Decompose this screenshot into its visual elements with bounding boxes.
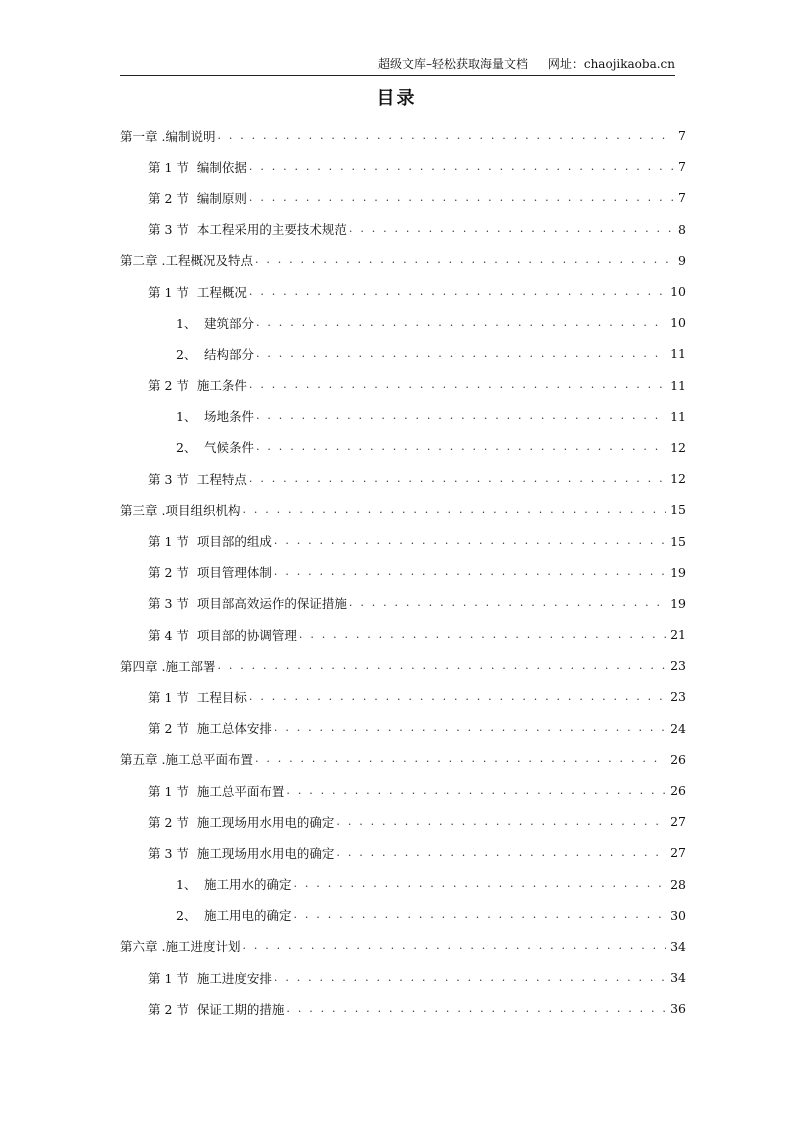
- toc-entry-number: 1、: [176, 315, 197, 331]
- toc-entry-page: 34: [670, 938, 686, 954]
- toc-entry-number: 第 2 节: [148, 721, 189, 737]
- dot-leader: [299, 628, 666, 642]
- toc-entry-label: [120, 688, 249, 706]
- toc-entry[interactable]: [120, 494, 686, 525]
- toc-entry-text: 施工总体安排: [196, 721, 272, 737]
- toc-entry-page: 27: [670, 814, 686, 830]
- header-url: 网址：chaojikaoba.cn: [547, 57, 675, 71]
- toc-entry-page: 7: [678, 190, 686, 206]
- toc-entry[interactable]: [120, 245, 686, 276]
- toc-entry-text: 工程特点: [196, 471, 247, 487]
- toc-entry[interactable]: [120, 151, 686, 182]
- toc-entry-page: 36: [670, 1001, 686, 1017]
- toc-entry-number: 第 3 节: [148, 596, 189, 612]
- page-header: [120, 55, 675, 76]
- dot-leader: [249, 378, 666, 392]
- toc-entry-text: 施工现场用水用电的确定: [196, 814, 335, 830]
- dot-leader: [286, 784, 666, 798]
- header-site-name: 超级文库–轻松获取海量文档: [378, 57, 529, 71]
- toc-entry-text: 施工进度安排: [196, 970, 272, 986]
- toc-entry-page: 7: [678, 159, 686, 175]
- toc-entry-page: 27: [670, 845, 686, 861]
- toc-entry-text: 施工总平面布置: [196, 783, 285, 799]
- toc-entry-text: 气候条件: [204, 440, 255, 456]
- dot-leader: [249, 690, 666, 704]
- toc-entry[interactable]: [120, 681, 686, 712]
- toc-entry-label: [120, 969, 274, 987]
- toc-entry-page: 30: [670, 907, 686, 923]
- toc-entry-page: 23: [670, 658, 686, 674]
- dot-leader: [274, 565, 666, 579]
- toc-entry-number: 第 1 节: [148, 970, 189, 986]
- dot-leader: [256, 347, 666, 361]
- toc-entry-number: 第 3 节: [148, 222, 189, 238]
- toc-entry-label: [120, 407, 256, 425]
- dot-leader: [286, 1002, 666, 1016]
- toc-title: 目录: [376, 88, 417, 109]
- toc-entry-page: 11: [670, 346, 686, 362]
- dot-leader: [255, 253, 674, 267]
- toc-entry-label: [120, 127, 217, 145]
- toc-entry-text: 场地条件: [204, 409, 255, 425]
- toc-entry-text: 施工用水的确定: [204, 877, 292, 893]
- toc-entry[interactable]: [120, 432, 686, 463]
- dot-leader: [336, 815, 666, 829]
- toc-entry-number: 第 4 节: [148, 627, 189, 643]
- toc-entry-number: 2、: [176, 346, 197, 362]
- toc-entry-page: 15: [670, 533, 686, 549]
- toc-entry-label: [120, 251, 255, 269]
- toc-entry-number: 第一章: [120, 128, 158, 144]
- toc-entry-number: 第 2 节: [148, 378, 189, 394]
- dot-leader: [294, 877, 667, 891]
- toc-entry-label: [120, 438, 256, 456]
- toc-entry-page: 21: [670, 627, 686, 643]
- toc-entry-page: 26: [670, 751, 686, 767]
- toc-entry-text: 项目部高效运作的保证措施: [196, 596, 347, 612]
- toc-entry-label: [120, 283, 249, 301]
- toc-entry-label: [120, 470, 249, 488]
- toc-entry-label: [120, 813, 336, 831]
- dot-leader: [256, 409, 666, 423]
- toc-entry-label: [120, 626, 299, 644]
- toc-entry-label: [120, 158, 249, 176]
- toc-entry-number: 第五章: [120, 752, 158, 768]
- toc-entry-number: 第 1 节: [148, 534, 189, 550]
- toc-entry-page: 34: [670, 970, 686, 986]
- dot-leader: [274, 971, 666, 985]
- toc-entry-page: 23: [670, 689, 686, 705]
- dot-leader: [242, 939, 666, 953]
- toc-entry-text: 编制原则: [196, 190, 247, 206]
- dot-leader: [274, 721, 666, 735]
- toc-entry-label: [120, 345, 256, 363]
- toc-entry-text: 项目部的组成: [196, 534, 272, 550]
- dot-leader: [349, 222, 674, 236]
- toc-entry-page: 8: [678, 221, 686, 237]
- toc-entry-label: [120, 314, 256, 332]
- toc-entry-label: [120, 563, 274, 581]
- toc-entry[interactable]: [120, 775, 686, 806]
- toc-entry-page: 15: [670, 502, 686, 518]
- toc-entry[interactable]: [120, 370, 686, 401]
- toc-entry-number: 第 1 节: [148, 159, 189, 175]
- toc-entry-number: 第 2 节: [148, 565, 189, 581]
- toc-entry-number: 第 1 节: [148, 783, 189, 799]
- toc-entry[interactable]: [120, 557, 686, 588]
- toc-entry-label: [120, 220, 349, 238]
- toc-entry[interactable]: [120, 993, 686, 1024]
- toc-entry-label: [120, 782, 286, 800]
- toc-entry[interactable]: [120, 619, 686, 650]
- toc-entry-page: 10: [670, 284, 686, 300]
- toc-entry-text: .工程概况及特点: [157, 253, 253, 269]
- toc-entry-label: [120, 750, 255, 768]
- dot-leader: [294, 908, 667, 922]
- dot-leader: [255, 752, 666, 766]
- toc-entry-label: [120, 657, 217, 675]
- toc-entry-page: 12: [670, 439, 686, 455]
- toc-entry-text: 结构部分: [204, 346, 255, 362]
- dot-leader: [249, 285, 666, 299]
- toc-entry-text: 本工程采用的主要技术规范: [196, 222, 347, 238]
- toc-entry-label: [120, 906, 294, 924]
- toc-entry[interactable]: [120, 588, 686, 619]
- toc-entry-label: [120, 189, 249, 207]
- toc-entry[interactable]: [120, 744, 686, 775]
- toc-entry[interactable]: [120, 338, 686, 369]
- dot-leader: [256, 440, 666, 454]
- toc-entry[interactable]: [120, 182, 686, 213]
- toc-entry-page: 9: [678, 252, 686, 268]
- toc-entry[interactable]: [120, 931, 686, 962]
- toc-entry-page: 7: [678, 128, 686, 144]
- toc-entry-label: [120, 501, 242, 519]
- toc-entry[interactable]: [120, 962, 686, 993]
- dot-leader: [256, 316, 666, 330]
- toc-entry-number: 2、: [176, 440, 197, 456]
- toc-entry-text: 项目部的协调管理: [196, 627, 297, 643]
- toc-entry-number: 第三章: [120, 502, 158, 518]
- toc-entry[interactable]: [120, 401, 686, 432]
- toc-entry-number: 1、: [176, 409, 197, 425]
- toc-entry-page: 28: [670, 876, 686, 892]
- toc-entry[interactable]: [120, 650, 686, 681]
- dot-leader: [336, 846, 666, 860]
- toc-entry-number: 第六章: [120, 939, 158, 955]
- toc-entry-text: .项目组织机构: [157, 502, 241, 518]
- toc-entry-label: [120, 376, 249, 394]
- toc-entry[interactable]: [120, 463, 686, 494]
- toc-entry-text: 工程概况: [196, 284, 247, 300]
- toc-entry[interactable]: [120, 276, 686, 307]
- toc-entry-label: [120, 937, 242, 955]
- toc-entry-text: 施工条件: [196, 378, 247, 394]
- dot-leader: [242, 503, 666, 517]
- toc-entry-label: [120, 844, 336, 862]
- toc-entry-page: 12: [670, 471, 686, 487]
- toc-entry-number: 第 1 节: [148, 284, 189, 300]
- toc-entry-text: .施工部署: [157, 658, 216, 674]
- toc-entry-page: 26: [670, 783, 686, 799]
- toc-entry-label: [120, 594, 349, 612]
- toc-entry-text: .施工进度计划: [157, 939, 241, 955]
- toc-entry-number: 1、: [176, 877, 197, 893]
- toc-entry-page: 11: [670, 408, 686, 424]
- toc-entry-page: 24: [670, 720, 686, 736]
- toc-entry-number: 第四章: [120, 658, 158, 674]
- toc-entry-text: 建筑部分: [204, 315, 255, 331]
- toc-entry-page: 19: [670, 595, 686, 611]
- toc-entry-text: 施工用电的确定: [204, 908, 292, 924]
- toc-entry-label: [120, 719, 274, 737]
- toc-entry-page: 19: [670, 564, 686, 580]
- toc-entry[interactable]: [120, 307, 686, 338]
- toc-entry-page: 10: [670, 315, 686, 331]
- table-of-contents: [120, 120, 686, 1024]
- toc-entry-label: [120, 1000, 286, 1018]
- toc-entry-text: 项目管理体制: [196, 565, 272, 581]
- toc-entry[interactable]: [120, 806, 686, 837]
- toc-entry-label: [120, 532, 274, 550]
- toc-entry-text: 工程目标: [196, 689, 247, 705]
- toc-entry-number: 第 2 节: [148, 814, 189, 830]
- toc-entry-text: 施工现场用水用电的确定: [196, 845, 335, 861]
- toc-entry[interactable]: [120, 869, 686, 900]
- toc-entry[interactable]: [120, 214, 686, 245]
- toc-entry[interactable]: [120, 837, 686, 868]
- toc-entry-number: 2、: [176, 908, 197, 924]
- toc-entry-text: .施工总平面布置: [157, 752, 253, 768]
- toc-entry[interactable]: [120, 120, 686, 151]
- toc-entry[interactable]: [120, 900, 686, 931]
- dot-leader: [217, 129, 674, 143]
- dot-leader: [249, 472, 666, 486]
- toc-entry-label: [120, 875, 294, 893]
- toc-entry-number: 第 3 节: [148, 471, 189, 487]
- toc-entry-number: 第 2 节: [148, 1001, 189, 1017]
- dot-leader: [349, 596, 666, 610]
- toc-entry-number: 第 2 节: [148, 190, 189, 206]
- dot-leader: [274, 534, 666, 548]
- toc-entry-number: 第二章: [120, 253, 158, 269]
- toc-entry-text: 保证工期的措施: [196, 1001, 285, 1017]
- dot-leader: [249, 160, 674, 174]
- dot-leader: [217, 659, 666, 673]
- toc-entry-page: 11: [670, 377, 686, 393]
- toc-entry[interactable]: [120, 525, 686, 556]
- toc-entry[interactable]: [120, 713, 686, 744]
- toc-entry-number: 第 1 节: [148, 689, 189, 705]
- toc-entry-text: .编制说明: [157, 128, 216, 144]
- toc-entry-number: 第 3 节: [148, 845, 189, 861]
- dot-leader: [249, 191, 674, 205]
- toc-entry-text: 编制依据: [196, 159, 247, 175]
